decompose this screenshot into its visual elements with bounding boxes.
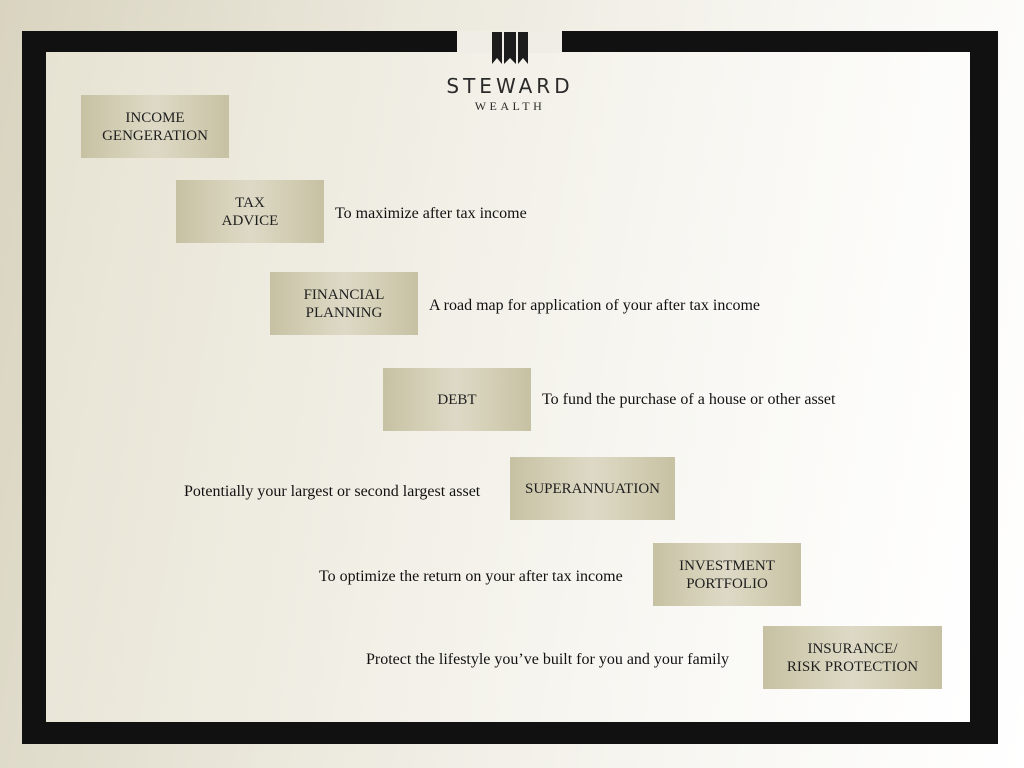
- step-title-line: RISK PROTECTION: [786, 658, 919, 675]
- step-description-investment-portfolio: To optimize the return on your after tax income: [319, 568, 623, 585]
- step-description-debt: To fund the purchase of a house or other asset: [542, 391, 836, 408]
- step-title-line: INSURANCE/: [807, 640, 898, 657]
- step-box-insurance-risk-protection: [763, 626, 942, 689]
- step-box-debt: [383, 368, 531, 431]
- brand-name: STEWARD: [446, 74, 574, 98]
- step-title-line: PLANNING: [305, 304, 383, 321]
- step-box-income-generation: [81, 95, 229, 158]
- step-title-line: INCOME: [125, 109, 185, 126]
- step-title-line: SUPERANNUATION: [524, 480, 660, 497]
- step-box-tax-advice: [176, 180, 324, 243]
- step-title-line: TAX: [235, 194, 265, 211]
- step-description-financial-planning: A road map for application of your after tax income: [429, 297, 760, 314]
- step-description-tax-advice: To maximize after tax income: [335, 205, 527, 222]
- bookmark-logo-icon: [490, 30, 530, 66]
- step-box-investment-portfolio: [653, 543, 801, 606]
- step-description-superannuation: Potentially your largest or second largest asset: [184, 483, 481, 500]
- step-title-line: FINANCIAL: [303, 286, 385, 303]
- step-box-superannuation: [510, 457, 675, 520]
- steward-wealth-logo: [430, 30, 590, 114]
- step-title-line: GENGERATION: [102, 127, 208, 144]
- step-title-line: DEBT: [437, 391, 477, 408]
- step-title-line: PORTFOLIO: [686, 575, 768, 592]
- brand-tagline: WEALTH: [474, 99, 546, 113]
- step-description-insurance: Protect the lifestyle you’ve built for you and your family: [366, 651, 730, 668]
- step-title-line: ADVICE: [221, 212, 279, 229]
- step-box-financial-planning: [270, 272, 418, 335]
- step-title-line: INVESTMENT: [679, 557, 775, 574]
